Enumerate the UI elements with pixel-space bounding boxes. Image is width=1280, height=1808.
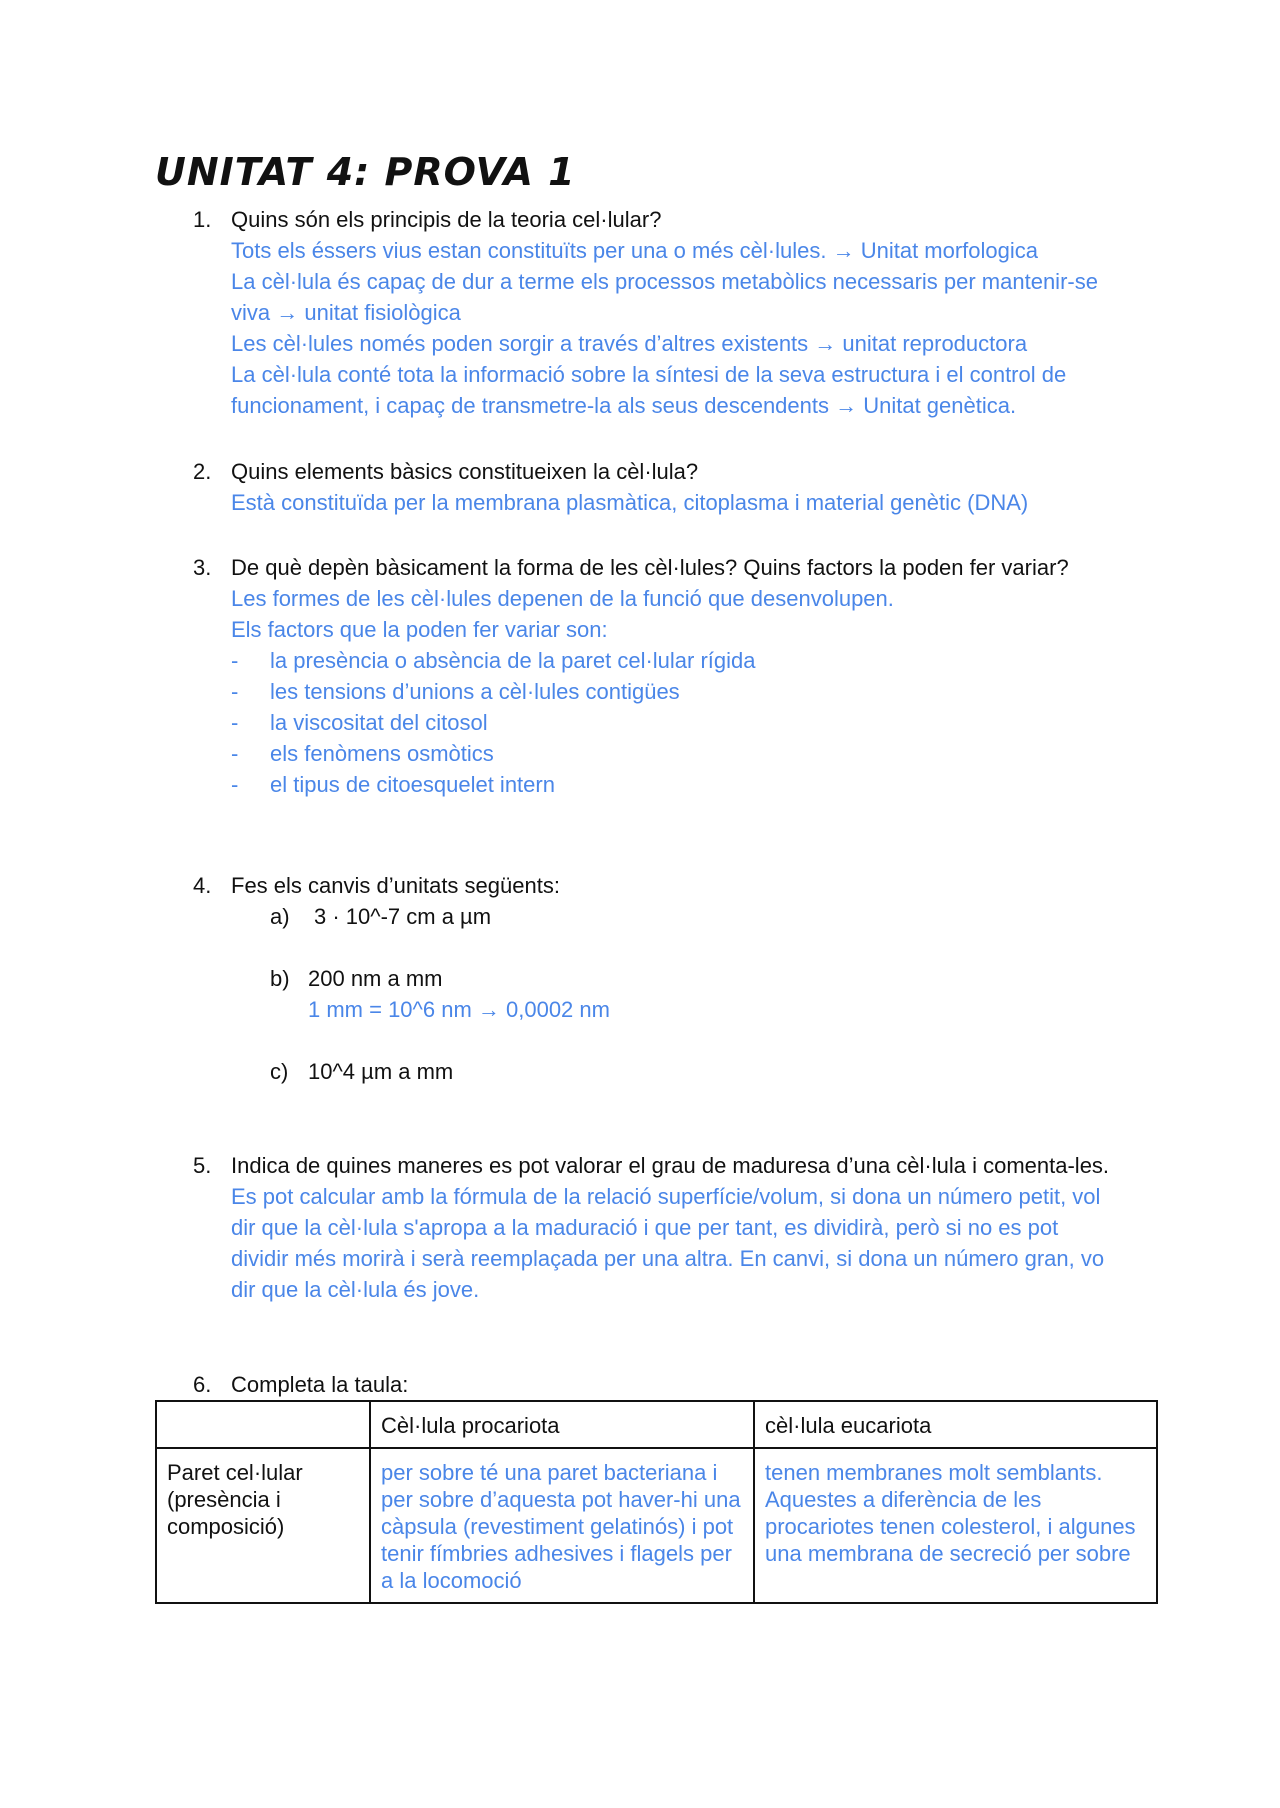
table-header-cell: Cèl·lula procariota [370, 1401, 754, 1448]
question-1 [193, 204, 1111, 421]
list-item: - la presència o absència de la paret cel·lular rígida [193, 645, 1111, 676]
page-title: UNITAT 4: PROVA 1 [155, 150, 576, 194]
eucariota-cell: tenen membranes molt semblants. Aquestes a diferència de les procariotes tenen colesterol, i algunes una membrana de secreció per sobre [754, 1448, 1157, 1603]
sub-label: c) [270, 1059, 289, 1084]
question-text: Completa la taula: [231, 1372, 409, 1397]
list-item: - la viscositat del citosol [193, 707, 1111, 738]
comparison-table [155, 1400, 1158, 1604]
table-header-cell [156, 1401, 370, 1448]
sub-question-c [193, 1056, 1111, 1087]
answer-line: La cèl·lula conté tota la informació sobre la síntesi de la seva estructura i el control de funcionament, i capaç de transmetre-la als seus descendents → Unitat genètica. [231, 362, 1067, 418]
list-item: - els fenòmens osmòtics [193, 738, 1111, 769]
question-number: 4. [193, 873, 212, 898]
question-6 [193, 1369, 1111, 1400]
answer-line: Les cèl·lules només poden sorgir a través d’altres existents → unitat reproductora [231, 331, 1028, 356]
table-header-cell: cèl·lula eucariota [754, 1401, 1157, 1448]
sub-text: 3 · 10^-7 cm a µm [314, 904, 492, 929]
dash-bullet: - [231, 679, 239, 704]
dash-bullet: - [231, 772, 239, 797]
dash-bullet: - [231, 710, 239, 735]
question-number: 1. [193, 207, 212, 232]
answer-line: Les formes de les cèl·lules depenen de la funció que desenvolupen. [231, 586, 894, 611]
question-number: 2. [193, 459, 212, 484]
answer-line: Està constituïda per la membrana plasmàtica, citoplasma i material genètic (DNA) [231, 490, 1029, 515]
question-number: 3. [193, 555, 212, 580]
table-header-row [156, 1401, 1157, 1448]
question-text: Indica de quines maneres es pot valorar el grau de maduresa d’una cèl·lula i comenta-les. [231, 1153, 1110, 1178]
question-text: Quins elements bàsics constitueixen la cèl·lula? [231, 459, 699, 484]
answer-block: Es pot calcular amb la fórmula de la relació superfície/volum, si dona un número petit, vol dir que la cèl·lula s'apropa a la maduració i que per tant, es dividirà, però si no es pot dividir més morirà i serà reemplaçada per una altra. En canvi, si dona un número gran, vo dir que la cèl·lula és jove. [231, 1184, 1105, 1302]
list-item: - les tensions d’unions a cèl·lules contigües [193, 676, 1111, 707]
answer-line: Tots els éssers vius estan constituïts per una o més cèl·lules. → Unitat morfologica [231, 238, 1039, 263]
sub-label: b) [270, 966, 290, 991]
factors-list [193, 645, 1111, 800]
dash-bullet: - [231, 741, 239, 766]
sub-question-a [193, 901, 1111, 932]
question-number: 5. [193, 1153, 212, 1178]
row-label-cell: Paret cel·lular (presència i composició) [156, 1448, 370, 1603]
sub-answer: 1 mm = 10^6 nm → 0,0002 nm [308, 997, 610, 1022]
answer-line: Els factors que la poden fer variar son: [231, 617, 608, 642]
question-text: De què depèn bàsicament la forma de les cèl·lules? Quins factors la poden fer variar? [231, 555, 1069, 580]
sub-label: a) [270, 904, 290, 929]
answer-line: La cèl·lula és capaç de dur a terme els processos metabòlics necessaris per mantenir-se viva → unitat fisiològica [231, 269, 1098, 325]
sub-text: 200 nm a mm [308, 966, 443, 991]
dash-bullet: - [231, 648, 239, 673]
question-5 [193, 1150, 1111, 1305]
answer-block [231, 235, 1111, 421]
question-3 [193, 552, 1111, 800]
question-number: 6. [193, 1372, 212, 1397]
sub-text: 10^4 µm a mm [308, 1059, 454, 1084]
question-text: Quins són els principis de la teoria cel·lular? [231, 207, 662, 232]
list-item: - el tipus de citoesquelet intern [193, 769, 1111, 800]
sub-question-b [193, 963, 1111, 994]
question-4 [193, 870, 1111, 1087]
question-text: Fes els canvis d’unitats següents: [231, 873, 560, 898]
procariota-cell: per sobre té una paret bacteriana i per sobre d’aquesta pot haver-hi una càpsula (revestiment gelatinós) i pot tenir fímbries adhesives i flagels per a la locomoció [370, 1448, 754, 1603]
table-row [156, 1448, 1157, 1603]
question-2 [193, 456, 1111, 518]
